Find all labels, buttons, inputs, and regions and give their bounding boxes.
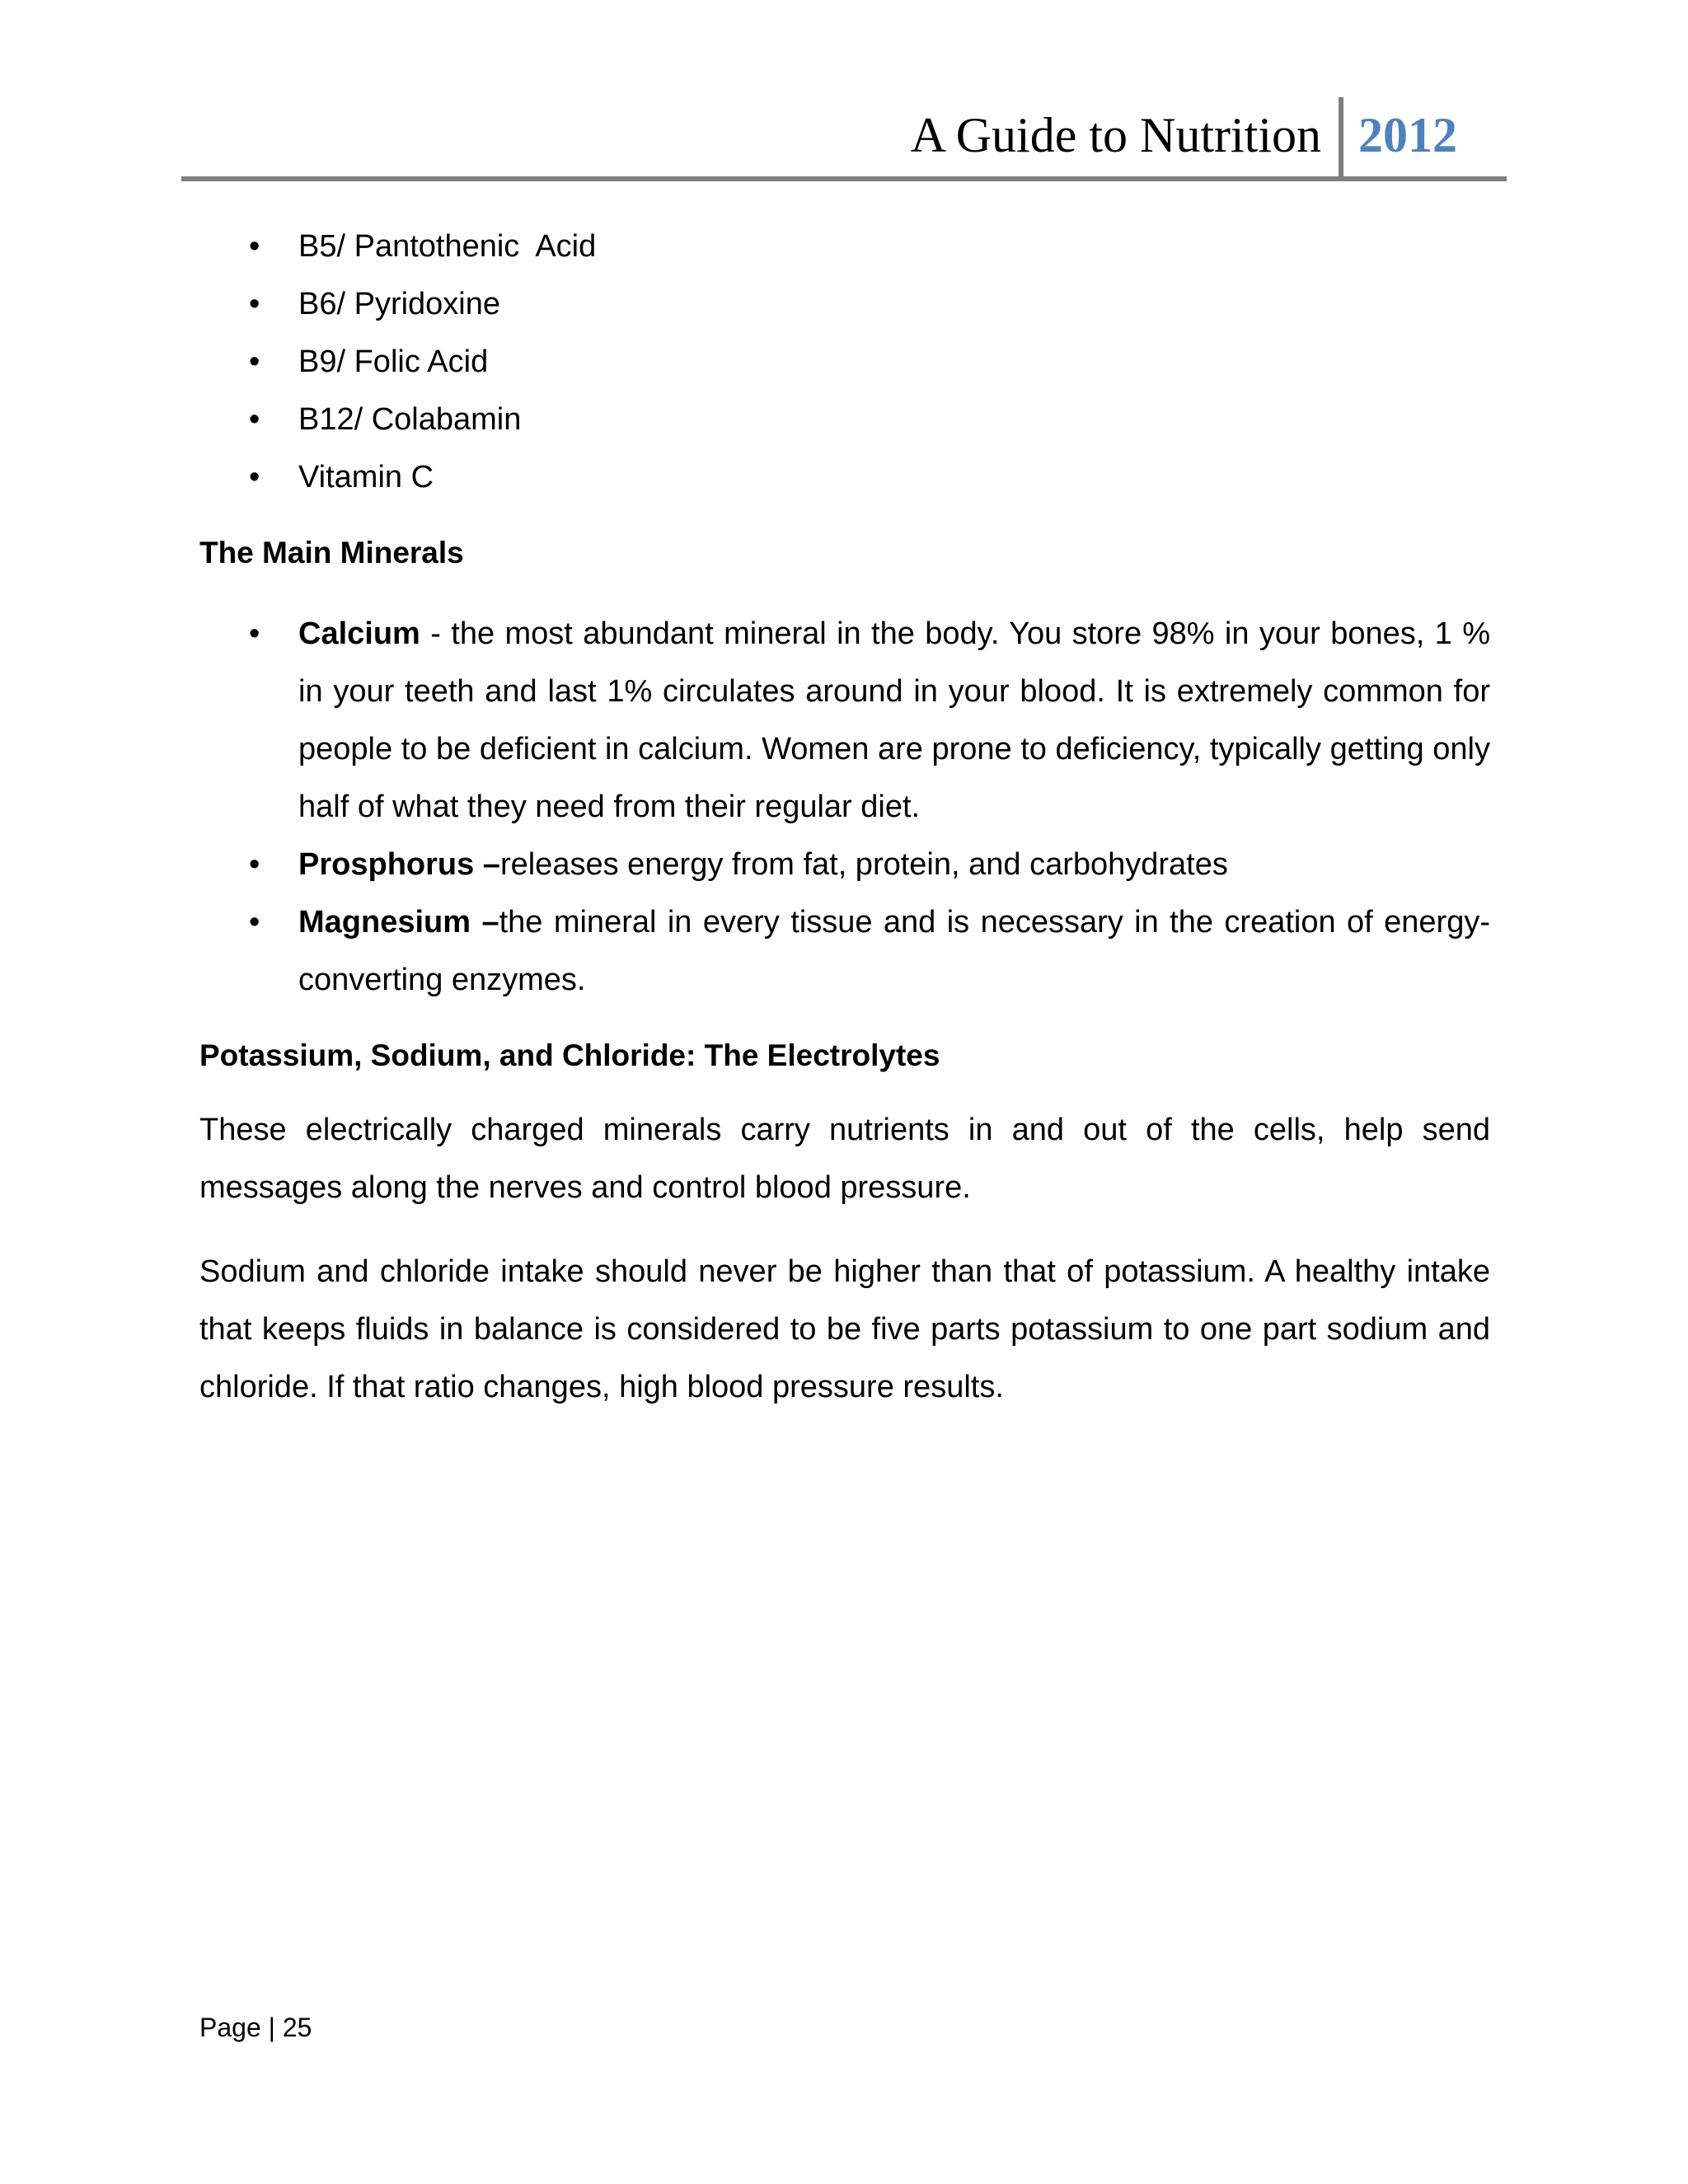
page-number: Page | 25: [199, 2013, 312, 2042]
header-year: 2012: [1358, 108, 1457, 162]
list-item: • Vitamin C: [199, 448, 1490, 506]
mineral-term: Magnesium –: [298, 905, 499, 940]
bullet-icon: •: [249, 616, 260, 651]
header-title: A Guide to Nutrition: [910, 108, 1321, 162]
mineral-description: releases energy from fat, protein, and carbohydrates: [499, 847, 1228, 882]
bullet-icon: •: [249, 460, 260, 494]
bullet-icon: •: [249, 847, 260, 882]
mineral-term: Prosphorus –: [298, 847, 500, 882]
bullet-icon: •: [249, 287, 260, 321]
running-header: [181, 97, 1507, 183]
mineral-description: the mineral in every tissue and is necessary in the creation of energy-converting enzymes.: [298, 905, 1490, 997]
mineral-description: - the most abundant mineral in the body. You store 98% in your bones, 1 % in your teeth and last 1% circulates around in your blood. It is extremely common for people to be deficient in calcium. Women are prone to deficiency, typically getting only half of what they need from their regular diet.: [298, 616, 1490, 824]
paragraph: These electrically charged minerals carry nutrients in and out of the cells, help send messages along the nerves and control blood pressure.: [199, 1113, 1490, 1205]
section-heading-minerals: The Main Minerals: [199, 536, 464, 569]
header-divider: [1339, 97, 1343, 180]
bullet-icon: •: [249, 344, 260, 379]
paragraph: Sodium and chloride intake should never be higher than that of potassium. A healthy intake that keeps fluids in balance is considered to be five parts potassium to one part sodium and chloride. If that ratio changes, high blood pressure results.: [199, 1254, 1490, 1404]
bullet-icon: •: [249, 402, 260, 437]
bullet-icon: •: [249, 229, 260, 264]
bullet-icon: •: [249, 905, 260, 940]
section-heading-electrolytes: Potassium, Sodium, and Chloride: The Electrolytes: [199, 1038, 940, 1072]
list-item: [199, 893, 1490, 1009]
mineral-term: Calcium: [298, 616, 420, 651]
list-item: • B6/ Pyridoxine: [199, 275, 1490, 333]
list-item: • B5/ Pantothenic Acid: [199, 218, 1490, 275]
list-item: • B9/ Folic Acid: [199, 333, 1490, 391]
page-content: [199, 218, 1490, 1416]
header-rule: [181, 176, 1507, 181]
minerals-list: [199, 605, 1490, 1009]
list-item: [199, 836, 1490, 893]
vitamin-list: [199, 218, 1490, 506]
list-item: [199, 605, 1490, 836]
list-item: • B12/ Colabamin: [199, 391, 1490, 448]
